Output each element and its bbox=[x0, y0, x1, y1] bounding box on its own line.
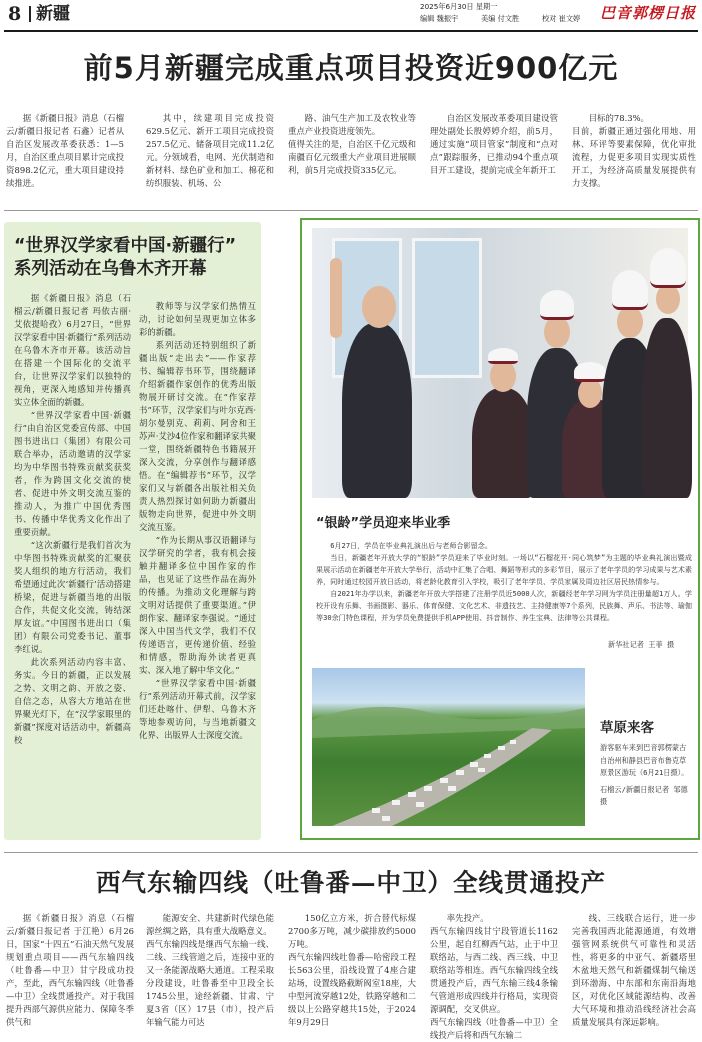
lead-column-5 bbox=[572, 112, 696, 196]
lead-headline: 前5月新疆完成重点项目投资近900亿元 bbox=[83, 51, 619, 85]
feature-title-line-2: 系列活动在乌鲁木齐开幕 bbox=[14, 259, 207, 279]
lead-column-2 bbox=[146, 112, 274, 196]
feature-paragraph: “作为长期从事汉语翻译与汉学研究的学者，我有机会接触并翻译多位中国作家的作品，也见证了这些作品在海外的传播。为推动文化理解与跨文明对话提供了重要渠道。”伊朗作家、翻译家李强说。“通过深入中国当代文学，我们不仅传递语言，更传递价值、经验和情感，帮助海外读者更真实、深入地了解中华文化。” bbox=[139, 535, 256, 675]
feature-title bbox=[14, 235, 254, 281]
masthead-logo: 巴音郭楞日报 bbox=[599, 4, 696, 22]
grassland-caption-body: 游客驱车来到巴音郭楞蒙古自治州和静县巴音布鲁克草原景区游玩（6月21日摄）。 bbox=[600, 743, 689, 777]
bottom-column-5 bbox=[572, 912, 696, 1027]
grassland-caption-credit: 石榴云/新疆日报记者 邹德 摄 bbox=[600, 784, 688, 806]
bottom-column-1 bbox=[6, 912, 134, 1027]
bottom-column-3 bbox=[288, 912, 416, 1027]
feature-paragraph: 此次系列活动内容丰富、务实。今日的新疆，正以发展之势、文明之韵、开放之姿、自信之态，从容大方地站在世界聚光灯下，在“汉学家眼里的新疆”探度对话活动中，新疆高校 bbox=[14, 657, 131, 745]
lead-column-1 bbox=[6, 112, 124, 196]
photo-story-paragraph: 6月27日，学员在毕业典礼演出后与老师合影留念。 bbox=[330, 541, 492, 550]
bottom-column-4 bbox=[430, 912, 558, 1040]
section-divider bbox=[4, 852, 698, 853]
bottom-paragraph: 据《新疆日报》消息（石榴云/新疆日报记者 于江艳）6月26日，国家“十四五”石油天然气发展规划重点项目——西气东输四线（吐鲁番—中卫）甘宁段成功投产，至此，西气东输四线（吐鲁番—中卫）全线贯通投产。对于我国提升西部气源供应能力、保障冬季供气和 bbox=[6, 913, 134, 1027]
feature-paragraph: “世界汉学家看中国·新疆行”由自治区党委宣传部、中国图书进出口（集团）有限公司联合举办，活动邀请的汉学家均为中华图书特殊贡献奖获奖者，作为跨国文化交流的使者、促进中外文明交流互鉴的推动人，为推广中国优秀图书、传播中华优秀文化作出了重要贡献。 bbox=[14, 410, 131, 537]
bottom-column-2 bbox=[146, 912, 274, 1027]
lead-paragraph: 自治区发展改革委项目建设管理处副处长殷婷婷介绍，前5月，通过实施“项目管家”制度和“点对点”跟踪服务，已推动94个重点项目开工建设，提前完成全年新开工 bbox=[430, 113, 558, 175]
lead-paragraph: 目标的78.3%。 目前，新疆正通过强化用地、用林、环评等要素保障，优化审批流程，力促更多项目实现实质性开工，为经济高质量发展提供有力支撑。 bbox=[572, 113, 696, 188]
feature-paragraph: 据《新疆日报》消息（石榴云/新疆日报记者 玛依古丽·艾依提哈孜）6月27日，“世界汉学家看中国·新疆行”系列活动在乌鲁木齐市开幕。该活动旨在搭建一个国际化的交流平台，让世界汉学家们以独特的视角，更深入地感知并传播真实立体全面的新疆。 bbox=[14, 293, 131, 407]
proofreader-credit: 校对 崔文婷 bbox=[542, 14, 581, 23]
feature-column-1 bbox=[14, 292, 131, 832]
lead-column-3 bbox=[288, 112, 416, 196]
bottom-paragraph: 150亿立方米，折合替代标煤2700多万吨，减少碳排放约5000万吨。 西气东输四线吐鲁番—哈密段工程长563公里，沿线设置了4座合建站场，设置线路截断阀室18座，大中型河流穿越12处，铁路穿越和二级以上公路穿越共15处，于2024年9月29日 bbox=[288, 913, 416, 1027]
designer-credit: 美编 付文胜 bbox=[481, 14, 520, 23]
feature-paragraph: 教师等与汉学家们热情互动，讨论如何呈现更加立体多彩的新疆。 bbox=[139, 301, 256, 337]
section-title: 新疆 bbox=[36, 4, 70, 24]
photo-story-paragraph: 自2021年办学以来，新疆老年开放大学搭建了注册学员近5000人次，新疆经老年学习网为学员注册量超1万人。学校开设有乐舞、书画摄影、器乐、体育保健、文化艺术、非遗技艺、主持健康等7个系列，民族舞、声乐、书法等、瑜伽等30余门特色课程，并为学员免费提供手机APP使用、抖音制作、养生宝典、法律等公共课程。 bbox=[316, 589, 692, 622]
bottom-headline: 西气东输四线（吐鲁番—中卫）全线贯通投产 bbox=[96, 868, 606, 897]
grassland-caption bbox=[600, 742, 692, 809]
feature-paragraph: “世界汉学家看中国·新疆行”系列活动开幕式前，汉学家们还赴喀什、伊犁、乌鲁木齐等地参观访问，与当地新疆文化界、出版界人士深度交流。 bbox=[139, 678, 256, 740]
feature-paragraph: 系列活动还特别组织了新疆出版“走出去”——作家荐书、编辑荐书环节，围绕翻译介绍新疆作家创作的优秀出版物展开研讨交流。在“作家荐书”环节，汉学家们与叶尔克西·胡尔曼别克、莉莉、阿舍和王苏声·艾沙4位作家和翻译家共聚一堂，围绕新疆特色书籍展开深入交流，分享创作与翻译感悟。在“编辑荐书”环节，汉学家们又与新疆各出版社相关负责人热烈探讨如何助力新疆出版物走向世界，促进中外文明交流互鉴。 bbox=[139, 340, 256, 532]
lead-paragraph: 路、油气生产加工及农牧业等重点产业投资进度领先。 值得关注的是，自治区千亿元级和南疆百亿元级重大产业项目进展顺利，前5月完成投资335亿元。 bbox=[288, 113, 416, 175]
issue-date: 2025年6月30日 星期一 bbox=[420, 2, 498, 11]
feature-paragraph: “这次新疆行是我们首次为中华图书特殊贡献奖的汇聚获奖人组织的地方行活动，我们希望通过此次‘新疆行’活动搭建桥梁，促进与新疆当地的出版合作，共促文化交流，铸结深厚友谊。”中国图书进出口（集团）有限公司党委书记、董事李红说。 bbox=[14, 540, 131, 654]
header-divider bbox=[29, 6, 31, 22]
grassland-caption-title: 草原来客 bbox=[600, 720, 654, 736]
feature-column-2 bbox=[139, 300, 256, 832]
feature-title-line-1: “世界汉学家看中国·新疆行” bbox=[14, 236, 237, 256]
grassland-scene bbox=[312, 668, 585, 826]
lead-paragraph: 据《新疆日报》消息（石榴云/新疆日报记者 石鑫）记者从自治区发展改革委获悉：1—5月，自治区重点项目累计完成投资898.2亿元，重大项目建设持续推进。 bbox=[6, 113, 124, 188]
lead-column-4 bbox=[430, 112, 558, 196]
photo-story-paragraph: 当日，新疆老年开放大学的“银龄”学员迎来了毕业时刻。一场以“石榴花开·同心筑梦”为主题的毕业典礼演出暨成果展示活动在新疆老年开放大学举行，活动中汇集了合唱、舞蹈等形式的多彩节目，展示了老年学员的学习成果与艺术素养，同时通过校园开放日活动，将老龄化教育引入学校，吸引了老年学员、学员家属及周边社区居民热情参与。 bbox=[316, 553, 692, 586]
bottom-paragraph: 能源安全、共建新时代绿色能源丝绸之路，具有重大战略意义。 西气东输四线是继西气东输一线、二线、三线管道之后，连接中亚的又一条能源战略大通道。工程采取分段建设，吐鲁番至中卫段全长1745公里，途经新疆、甘肃、宁夏3省（区）17县（市），投产后年输气能力可达 bbox=[146, 913, 274, 1027]
header-rule bbox=[4, 30, 698, 32]
graduation-photo bbox=[312, 228, 688, 498]
bottom-paragraph: 线、三线联合运行，进一步完善我国西北能源通道，有效增强管网系统供气可靠性和灵活性，将更多的中亚气、新疆塔里木盆地天然气和新疆煤制气输送到环渤海、中东部和东南沿海地区，对优化区域能源结构、改善大气环境和推动沿线经济社会高质量发展具有深远影响。 bbox=[572, 913, 696, 1027]
photo-story-body bbox=[316, 540, 692, 624]
bottom-paragraph: 率先投产。 西气东输四线甘宁段管道长1162公里，起自红柳西气站，止于中卫联络站，与西二线、西三线、中卫联络站等相连。西气东输四线全线贯通投产后，西气东输三线4条输气管道形成四线并行格局，实现资源调配，交叉供应。 西气东输四线（吐鲁番—中卫）全线投产后将和西气东输二 bbox=[430, 913, 558, 1040]
section-divider bbox=[4, 210, 698, 211]
page-number: 8 bbox=[8, 3, 22, 25]
photo-story-title: “银龄”学员迎来毕业季 bbox=[316, 516, 451, 531]
grassland-photo bbox=[312, 668, 585, 826]
photo-credit: 新华社记者 王菲 摄 bbox=[608, 640, 675, 649]
editor-credit: 编辑 魏振宇 bbox=[420, 14, 459, 23]
lead-paragraph: 其中，续建项目完成投资629.5亿元、新开工项目完成投资257.5亿元、储备项目完成11.2亿元。分领域看，电网、光伏制造和新材料、绿色矿业和加工、棉花和纺织服装、机场、公 bbox=[146, 113, 274, 188]
